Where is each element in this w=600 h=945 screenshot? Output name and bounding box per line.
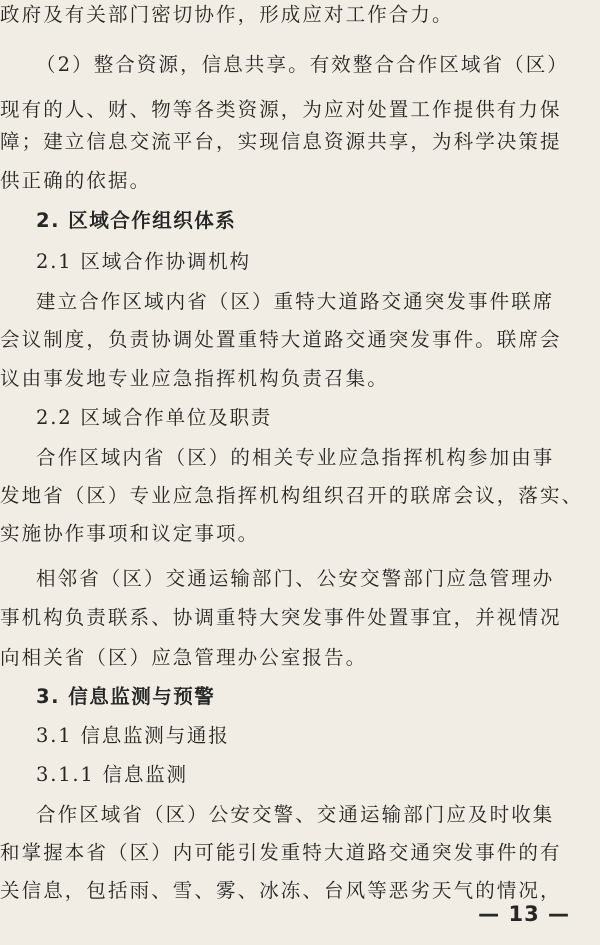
paragraph-line: 事机构负责联系、协调重特大突发事件处置事宜，并视情况 — [0, 606, 562, 629]
subsection-heading: 2.2 区域合作单位及职责 — [36, 406, 273, 429]
subsection-heading: 3.1.1 信息监测 — [36, 763, 188, 786]
paragraph-line: 发地省（区）专业应急指挥机构组织召开的联席会议，落实、 — [0, 484, 584, 507]
section-heading: 3. 信息监测与预警 — [36, 685, 216, 708]
subsection-heading: 2.1 区域合作协调机构 — [36, 250, 251, 273]
paragraph-line: （2）整合资源，信息共享。有效整合合作区域省（区） — [36, 53, 569, 76]
page-number: — 13 — — [478, 902, 570, 926]
paragraph-line: 和掌握本省（区）内可能引发重特大道路交通突发事件的有 — [0, 841, 562, 864]
paragraph-line: 会议制度，负责协调处置重特大道路交通突发事件。联席会 — [0, 328, 562, 351]
paragraph-line: 相邻省（区）交通运输部门、公安交警部门应急管理办 — [36, 567, 555, 590]
paragraph-line: 向相关省（区）应急管理办公室报告。 — [0, 646, 368, 669]
paragraph-line: 实施协作事项和议定事项。 — [0, 522, 260, 545]
paragraph-line: 议由事发地专业应急指挥机构负责召集。 — [0, 367, 389, 390]
section-heading: 2. 区域合作组织体系 — [36, 209, 237, 232]
paragraph-line: 政府及有关部门密切协作，形成应对工作合力。 — [0, 3, 454, 26]
paragraph-line: 合作区域省（区）公安交警、交通运输部门应及时收集 — [36, 803, 555, 826]
subsection-heading: 3.1 信息监测与通报 — [36, 724, 230, 747]
paragraph-line: 现有的人、财、物等各类资源，为应对处置工作提供有力保 — [0, 98, 562, 121]
paragraph-line: 合作区域内省（区）的相关专业应急指挥机构参加由事 — [36, 446, 555, 469]
paragraph-line: 建立合作区域内省（区）重特大道路交通突发事件联席 — [36, 290, 555, 313]
paragraph-line: 供正确的依据。 — [0, 169, 152, 192]
paragraph-line: 障；建立信息交流平台，实现信息资源共享，为科学决策提 — [0, 130, 562, 153]
paragraph-line: 关信息，包括雨、雪、雾、冰冻、台风等恶劣天气的情况， — [0, 879, 562, 902]
